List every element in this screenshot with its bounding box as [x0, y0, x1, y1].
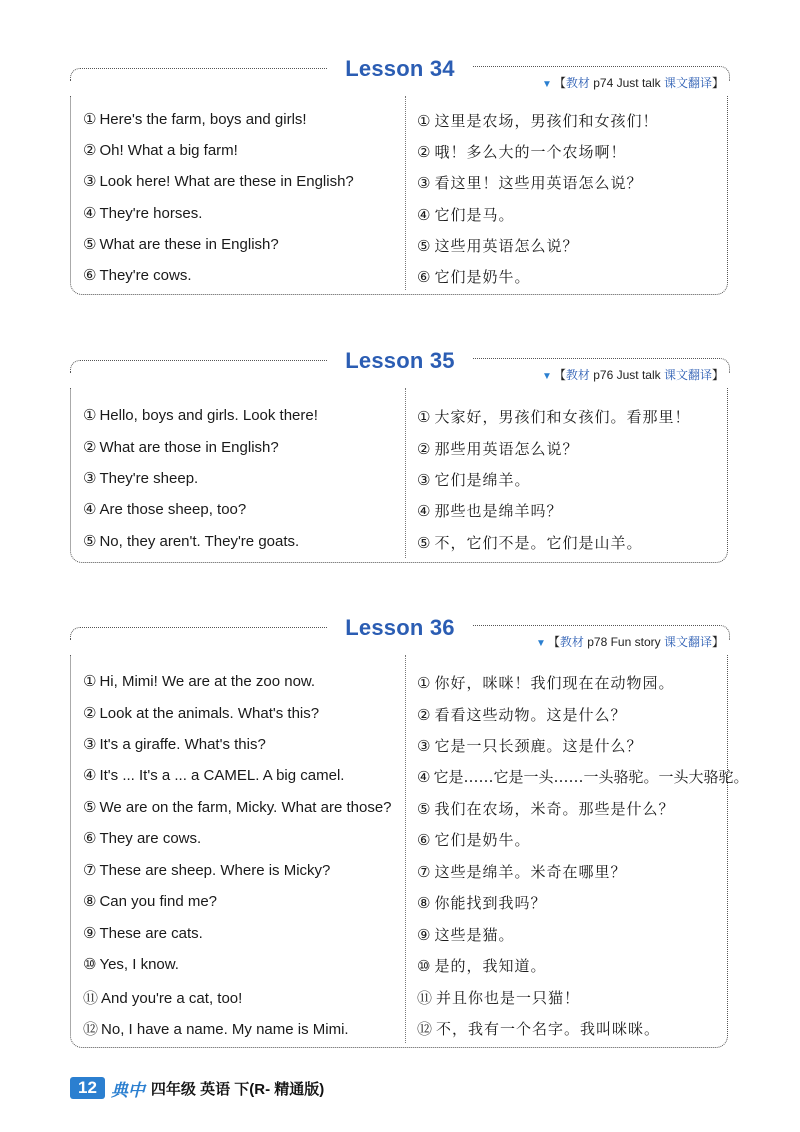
chinese-translation: ③ 它们是绵羊。 [417, 471, 531, 489]
table-row [71, 798, 727, 829]
table-row [71, 924, 727, 955]
textbook-reference: ▼ 【教材 p78 Fun story 课文翻译】 [535, 635, 724, 649]
chinese-translation: ⑥ 它们是奶牛。 [417, 268, 531, 286]
textbook-reference: ▼ 【教材 p76 Just talk 课文翻译】 [541, 368, 724, 382]
english-sentence: ⑫ No, I have a name. My name is Mimi. [83, 1021, 349, 1038]
chinese-translation: ① 大家好，男孩们和女孩们。看那里！ [417, 408, 691, 426]
english-sentence: ① Hi, Mimi! We are at the zoo now. [83, 673, 316, 690]
translation-box [70, 388, 728, 563]
table-row [71, 532, 727, 563]
table-row [71, 110, 727, 141]
chinese-translation: ② 看看这些动物。这是什么？ [417, 706, 627, 724]
chinese-translation: ② 哦！多么大的一个农场啊！ [417, 143, 627, 161]
table-row [71, 704, 727, 735]
table-row [71, 172, 727, 203]
chinese-translation: ① 你好，咪咪！我们现在在动物园。 [417, 674, 675, 692]
dotted-border [70, 627, 327, 640]
chinese-translation: ⑩ 是的，我知道。 [417, 957, 547, 975]
english-sentence: ① Hello, boys and girls. Look there! [83, 407, 318, 424]
lesson-title: Lesson 36 [345, 615, 455, 640]
chinese-translation: ③ 看这里！这些用英语怎么说？ [417, 174, 643, 192]
english-sentence: ③ It's a giraffe. What's this? [83, 736, 266, 753]
table-row [71, 235, 727, 266]
table-row [71, 141, 727, 172]
english-sentence: ⑦ These are sheep. Where is Micky? [83, 862, 331, 879]
chinese-translation: ⑥ 它们是奶牛。 [417, 831, 531, 849]
table-row [71, 987, 727, 1018]
english-sentence: ⑩ Yes, I know. [83, 956, 179, 973]
table-row [71, 204, 727, 235]
english-sentence: ① Here's the farm, boys and girls! [83, 111, 307, 128]
page-footer [70, 1076, 324, 1100]
brand-logo: 典中 [110, 1080, 145, 1100]
english-sentence: ③ They're sheep. [83, 470, 199, 487]
triangle-down-icon: ▼ [535, 638, 546, 649]
chinese-translation: ⑨ 这些是猫。 [417, 926, 515, 944]
chinese-translation: ④ 它是……它是一头……一头骆驼。一头大骆驼。 [417, 768, 749, 786]
chinese-translation: ⑧ 你能找到我吗？ [417, 894, 547, 912]
english-sentence: ⑥ They're cows. [83, 267, 192, 284]
chinese-translation: ⑤ 我们在农场，米奇。那些是什么？ [417, 800, 675, 818]
table-row [71, 735, 727, 766]
chinese-translation: ⑤ 不，它们不是。它们是山羊。 [417, 534, 643, 552]
page-number: 12 [70, 1077, 105, 1099]
english-sentence: ⑥ They are cows. [83, 830, 202, 847]
chinese-translation: ④ 它们是马。 [417, 206, 515, 224]
table-row [71, 829, 727, 860]
table-row [71, 406, 727, 437]
english-sentence: ② What are those in English? [83, 439, 279, 456]
dotted-border [70, 68, 327, 81]
table-row [71, 892, 727, 923]
lesson-title: Lesson 34 [345, 56, 455, 81]
translation-box [70, 96, 728, 295]
english-sentence: ② Oh! What a big farm! [83, 142, 238, 159]
textbook-reference: ▼ 【教材 p74 Just talk 课文翻译】 [541, 76, 724, 90]
table-row [71, 861, 727, 892]
table-row [71, 438, 727, 469]
english-sentence: ④ Are those sheep, too? [83, 501, 247, 518]
table-row [71, 266, 727, 297]
triangle-down-icon: ▼ [541, 79, 552, 90]
table-row [71, 955, 727, 986]
english-sentence: ③ Look here! What are these in English? [83, 173, 354, 190]
english-sentence: ⑧ Can you find me? [83, 893, 218, 910]
chinese-translation: ② 那些用英语怎么说？ [417, 440, 579, 458]
english-sentence: ⑤ No, they aren't. They're goats. [83, 533, 300, 550]
chinese-translation: ① 这里是农场，男孩们和女孩们！ [417, 112, 659, 130]
table-row [71, 766, 749, 797]
english-sentence: ④ They're horses. [83, 205, 203, 222]
chinese-translation: ⑤ 这些用英语怎么说？ [417, 237, 579, 255]
chinese-translation: ⑦ 这些是绵羊。米奇在哪里？ [417, 863, 627, 881]
table-row [71, 469, 727, 500]
table-row [71, 1018, 727, 1049]
chinese-translation: ③ 它是一只长颈鹿。这是什么？ [417, 737, 643, 755]
book-title: 四年级 英语 下(R- 精通版) [150, 1080, 325, 1098]
english-sentence: ⑪ And you're a cat, too! [83, 990, 243, 1007]
english-sentence: ④ It's ... It's a ... a CAMEL. A big camel. [83, 767, 345, 784]
english-sentence: ⑤ What are these in English? [83, 236, 279, 253]
chinese-translation: ⑪ 并且你也是一只猫！ [417, 989, 581, 1007]
english-sentence: ⑨ These are cats. [83, 925, 203, 942]
table-row [71, 672, 727, 703]
triangle-down-icon: ▼ [541, 371, 552, 382]
chinese-translation: ⑫ 不，我有一个名字。我叫咪咪。 [417, 1020, 661, 1038]
dotted-border [70, 360, 327, 373]
english-sentence: ⑤ We are on the farm, Micky. What are those? [83, 799, 392, 816]
lesson-title: Lesson 35 [345, 348, 455, 373]
chinese-translation: ④ 那些也是绵羊吗？ [417, 502, 563, 520]
table-row [71, 500, 727, 531]
translation-box [70, 655, 749, 1048]
english-sentence: ② Look at the animals. What's this? [83, 705, 320, 722]
